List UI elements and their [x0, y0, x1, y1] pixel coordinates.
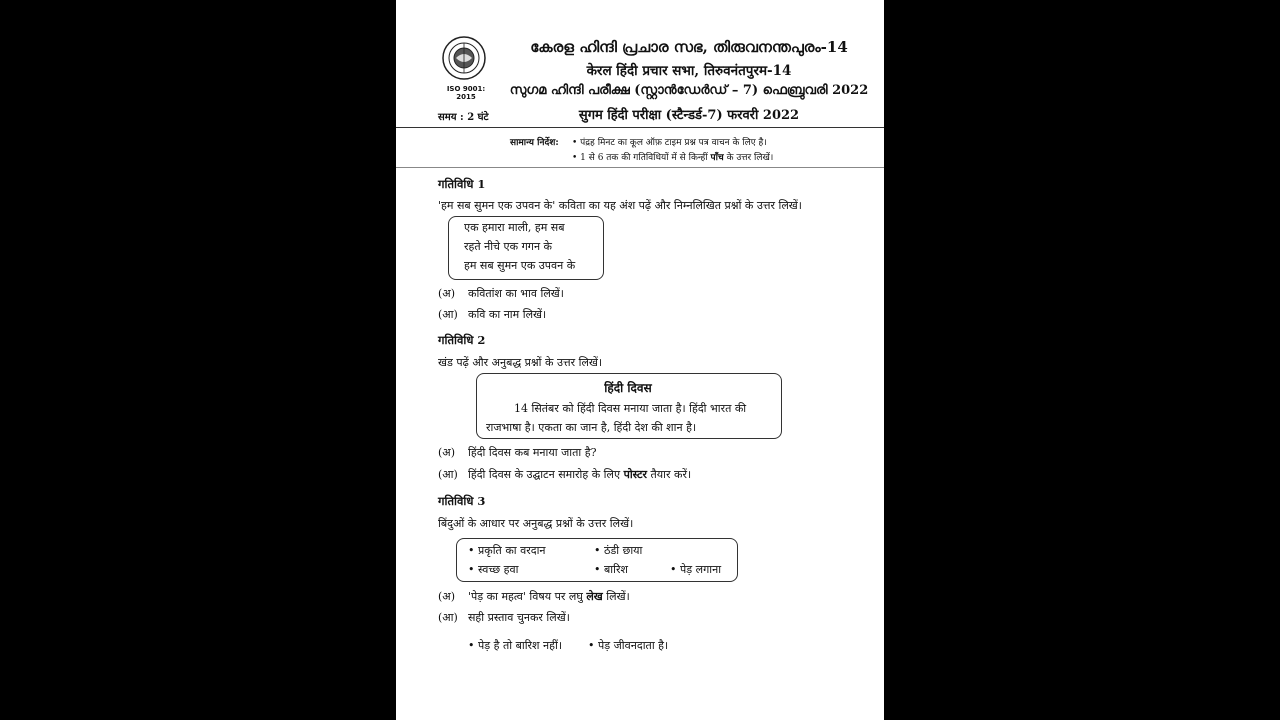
- question-label: (आ): [438, 611, 458, 624]
- poem-line-2: रहते नीचे एक गगन के: [464, 240, 553, 253]
- exam-duration: समय : 2 घंटे: [438, 112, 489, 123]
- question-label: (आ): [438, 308, 458, 321]
- sabha-emblem-icon: [442, 36, 486, 80]
- poem-line-3: हम सब सुमन एक उपवन के: [464, 259, 576, 272]
- point-3: • स्वच्छ हवा: [468, 563, 519, 576]
- iso-certification: ISO 9001: 2015: [446, 85, 486, 101]
- passage-title: हिंदी दिवस: [604, 381, 652, 395]
- activity-3-title: गतिविधि 3: [438, 494, 486, 508]
- question-label: (अ): [438, 287, 455, 300]
- option-2: • पेड़ जीवनदाता है।: [588, 639, 669, 652]
- passage-line-2: राजभाषा है। एकता का जान है, हिंदी देश की शान है।: [486, 421, 697, 434]
- instructions-divider: [396, 167, 884, 168]
- activity-1-intro: 'हम सब सुमन एक उपवन के' कविता का यह अंश पढ़ें और निम्नलिखित प्रश्नों के उत्तर लिखें।: [438, 199, 802, 212]
- instruction-line-1: • पंद्रह मिनट का कूल ऑफ़ टाइम प्रश्न पत्र वाचन के लिए है।: [572, 138, 767, 148]
- activity-2-intro: खंड पढ़ें और अनुबद्ध प्रश्नों के उत्तर लिखें।: [438, 356, 603, 369]
- question-label: (आ): [438, 468, 458, 481]
- activity-2-question-b: हिंदी दिवस के उद्घाटन समारोह के लिए पोस्टर तैयार करें।: [468, 468, 692, 481]
- activity-3-question-b: सही प्रस्ताव चुनकर लिखें।: [468, 611, 570, 624]
- header-divider: [396, 127, 884, 128]
- instruction-line-2: • 1 से 6 तक की गतिविधियों में से किन्हीं पाँच के उत्तर लिखें।: [572, 153, 774, 163]
- passage-line-1: 14 सितंबर को हिंदी दिवस मनाया जाता है। हिंदी भारत की: [514, 402, 747, 415]
- option-1: • पेड़ है तो बारिश नहीं।: [468, 639, 563, 652]
- point-1: • प्रकृति का वरदान: [468, 544, 546, 557]
- activity-3-question-a: 'पेड़ का महत्व' विषय पर लघु लेख लिखें।: [468, 590, 630, 603]
- activity-3-intro: बिंदुओं के आधार पर अनुबद्ध प्रश्नों के उत्तर लिखें।: [438, 517, 634, 530]
- poem-line-1: एक हमारा माली, हम सब: [464, 221, 565, 234]
- point-5: • पेड़ लगाना: [670, 563, 722, 576]
- point-2: • ठंडी छाया: [594, 544, 643, 557]
- question-label: (अ): [438, 446, 455, 459]
- activity-2-title: गतिविधि 2: [438, 333, 486, 347]
- activity-2-question-a: हिंदी दिवस कब मनाया जाता है?: [468, 446, 597, 459]
- hindi-exam-title: सुगम हिंदी परीक्षा (स्टैन्डर्ड-7) फरवरी 2022: [578, 108, 800, 123]
- malayalam-title: കേരള ഹിന്ദി പ്രചാര സഭ, തിരുവനന്തപുരം-14: [530, 38, 848, 56]
- activity-1-title: गतिविधि 1: [438, 177, 486, 191]
- exam-paper-page: [396, 0, 884, 720]
- hindi-title: केरल हिंदी प्रचार सभा, तिरुवनंतपुरम-14: [586, 63, 792, 79]
- instructions-label: सामान्य निर्देश:: [510, 138, 559, 148]
- point-4: • बारिश: [594, 563, 628, 576]
- question-label: (अ): [438, 590, 455, 603]
- activity-1-question-a: कवितांश का भाव लिखें।: [468, 287, 564, 300]
- malayalam-exam-title: സുഗമ ഹിന്ദി പരീക്ഷ (സ്റ്റാൻഡേർഡ് – 7) ഫെബ്രുവരി 2022: [509, 83, 869, 98]
- activity-1-question-b: कवि का नाम लिखें।: [468, 308, 547, 321]
